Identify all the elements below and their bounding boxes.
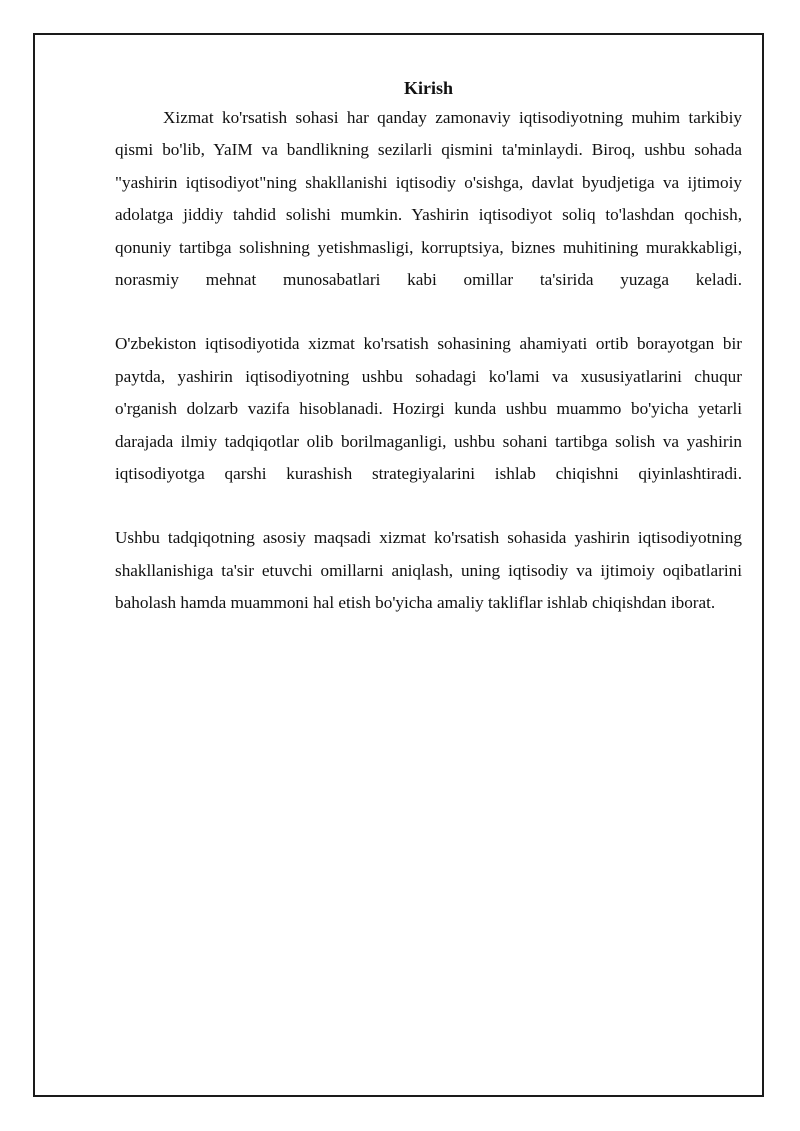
document-body [115,74,742,620]
paragraph-1: Xizmat ko'rsatish sohasi har qanday zamonaviy iqtisodiyotning muhim tarkibiy qismi bo'lib, YaIM va bandlikning sezilarli qismini ta'minlaydi. Biroq, ushbu sohada "yashirin iqtisodiyot"ning shakllanishi iqtisodiy o'sishga, davlat byudjetiga va ijtimoiy adolatga jiddiy tahdid solishi mumkin. Yashirin iqtisodiyot soliq to'lashdan qochish, qonuniy tartibga solishning yetishmasligi, korruptsiya, biznes muhitining murakkabligi, norasmiy mehnat munosabatlari kabi omillar ta'sirida yuzaga keladi. [115,108,742,290]
document-title: Kirish [403,78,453,98]
paragraph-3: Ushbu tadqiqotning asosiy maqsadi xizmat ko'rsatish sohasida yashirin iqtisodiyotning shakllanishiga ta'sir etuvchi omillarni aniqlash, uning iqtisodiy va ijtimoiy oqibatlarini baholash hamda muammoni hal etish bo'yicha amaliy takliflar ishlab chiqishdan iborat. [115,528,742,613]
paragraph-spacer [115,490,742,522]
paragraph-2: O'zbekiston iqtisodiyotida xizmat ko'rsatish sohasining ahamiyati ortib borayotgan bir paytda, yashirin iqtisodiyotning ushbu sohadagi ko'lami va xususiyatlarini chuqur o'rganish dolzarb vazifa hisoblanadi. Hozirgi kunda ushbu muammo bo'yicha yetarli darajada ilmiy tadqiqotlar olib borilmaganligi, ushbu sohani tartibga solish va yashirin iqtisodiyotga qarshi kurashish strategiyalarini ishlab chiqishni qiyinlashtiradi. [115,334,742,484]
paragraph-spacer [115,296,742,328]
